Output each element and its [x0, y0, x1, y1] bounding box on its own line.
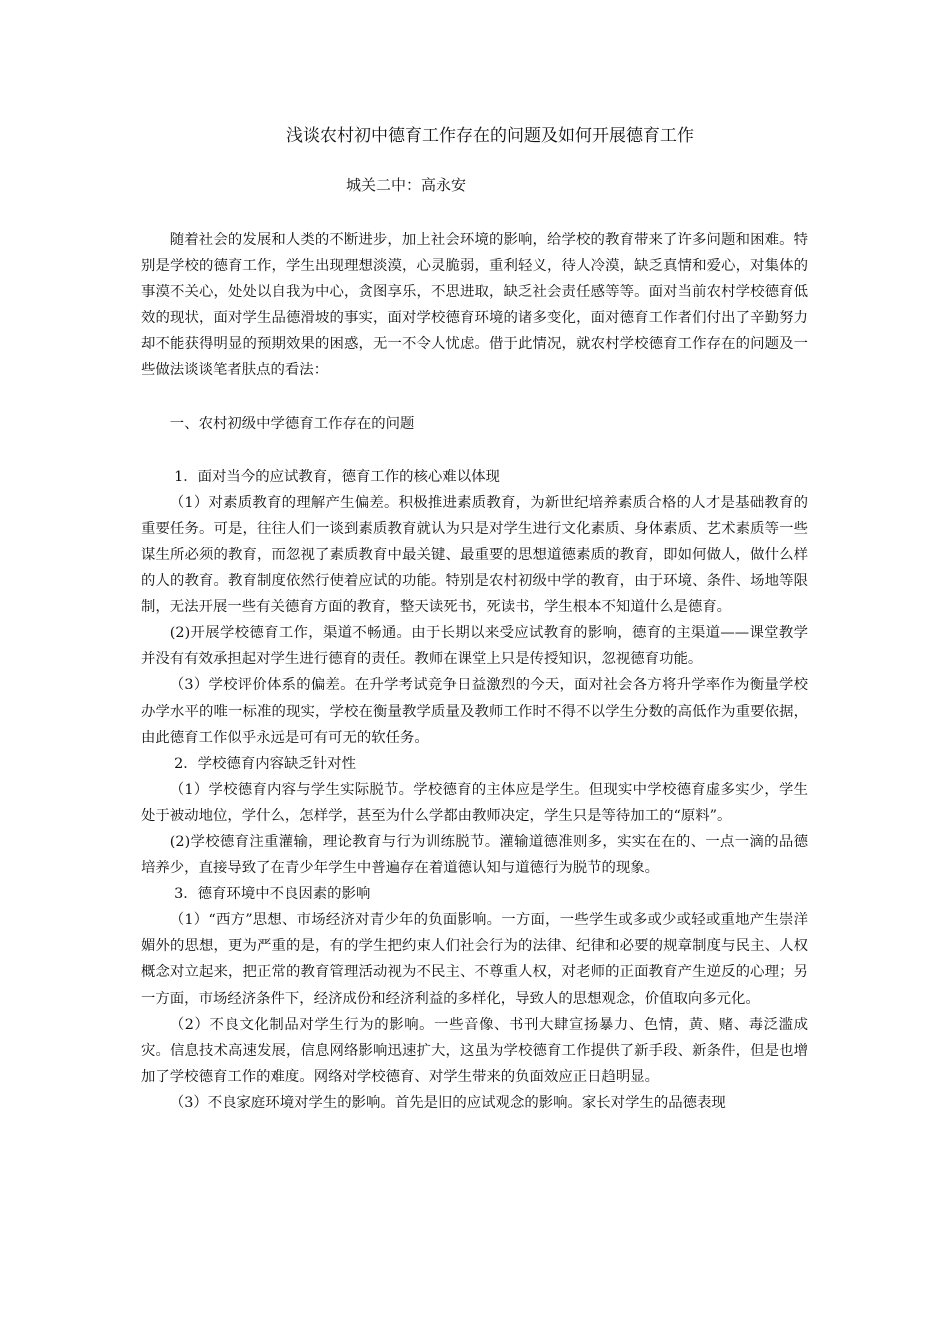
body-paragraph: (2)开展学校德育工作，渠道不畅通。由于长期以来受应试教育的影响，德育的主渠道——课堂教学并没有有效承担起对学生进行德育的责任。教师在课堂上只是传授知识，忽视德育功能。: [141, 625, 808, 668]
body-paragraph: （2）不良文化制品对学生行为的影响。一些音像、书刊大肆宣扬暴力、色情，黄、赌、毒泛滥成灾。信息技术高速发展，信息网络影响迅速扩大，这虽为学校德育工作提供了新手段、新条件，但是也增加了学校德育工作的难度。网络对学校德育、对学生带来的负面效应正日趋明显。: [141, 1016, 808, 1085]
paragraph-gap: [141, 384, 808, 411]
body-paragraph: (2)学校德育注重灌输，理论教育与行为训练脱节。灌输道德准则多，实实在在的、一点一滴的品德培养少，直接导致了在青少年学生中普遍存在着道德认知与道德行为脱节的现象。: [141, 833, 808, 877]
body-paragraph: （1）学校德育内容与学生实际脱节。学校德育的主体应是学生。但现实中学校德育虚多实少，学生处于被动地位，学什么，怎样学，甚至为什么学都由教师决定，学生只是等待加工的“原料”。: [141, 781, 808, 824]
document-author: 城关二中：高永安: [346, 176, 467, 194]
subsection-heading: 2．学校德育内容缺乏针对性: [174, 755, 356, 772]
section-heading: 一、农村初级中学德育工作存在的问题: [169, 415, 415, 432]
subsection-heading: 1．面对当今的应试教育，德育工作的核心难以体现: [174, 468, 500, 485]
document-title: 浅谈农村初中德育工作存在的问题及如何开展德育工作: [286, 126, 694, 146]
document-body: [141, 227, 808, 1116]
body-paragraph: （3）不良家庭环境对学生的影响。首先是旧的应试观念的影响。家长对学生的品德表现: [169, 1094, 726, 1111]
subsection-heading: 3．德育环境中不良因素的影响: [174, 886, 371, 903]
body-paragraph: （1）“西方”思想、市场经济对青少年的负面影响。一方面，一些学生或多或少或轻或重地产生崇洋媚外的思想，更为严重的是，有的学生把约束人们社会行为的法律、纪律和必要的规章制度与民主、人权概念对立起来，把正常的教育管理活动视为不民主、不尊重人权，对老师的正面教育产生逆反的心理；另一方面，市场经济条件下，经济成份和经济利益的多样化，导致人的思想观念，价值取向多元化。: [141, 912, 808, 1007]
body-paragraph: （1）对素质教育的理解产生偏差。积极推进素质教育，为新世纪培养素质合格的人才是基础教育的重要任务。可是，往往人们一谈到素质教育就认为只是对学生进行文化素质、身体素质、艺术素质等一些谋生所必须的教育，而忽视了素质教育中最关键、最重要的思想道德素质的教育，即如何做人，做什么样的人的教育。教育制度依然行使着应试的功能。特别是农村初级中学的教育，由于环境、条件、场地等限制，无法开展一些有关德育方面的教育，整天读死书，死读书，学生根本不知道什么是德育。: [141, 494, 808, 616]
body-paragraph: （3）学校评价体系的偏差。在升学考试竞争日益激烈的今天，面对社会各方将升学率作为衡量学校办学水平的唯一标准的现实，学校在衡量教学质量及教师工作时不得不以学生分数的高低作为重要依据，由此德育工作似乎永远是可有可无的软任务。: [141, 677, 808, 746]
paragraph-gap: [141, 437, 808, 464]
intro-paragraph: 随着社会的发展和人类的不断进步，加上社会环境的影响，给学校的教育带来了许多问题和困难。特别是学校的德育工作，学生出现理想淡漠，心灵脆弱，重利轻义，待人冷漠，缺乏真情和爱心，对集体的事漠不关心，处处以自我为中心，贪图享乐，不思进取，缺乏社会责任感等等。面对当前农村学校德育低效的现状，面对学生品德滑坡的事实，面对学校德育环境的诸多变化，面对德育工作者们付出了辛勤努力却不能获得明显的预期效果的困惑，无一不令人忧虑。借于此情况，就农村学校德育工作存在的问题及一些做法谈谈笔者肤点的看法：: [141, 232, 808, 379]
